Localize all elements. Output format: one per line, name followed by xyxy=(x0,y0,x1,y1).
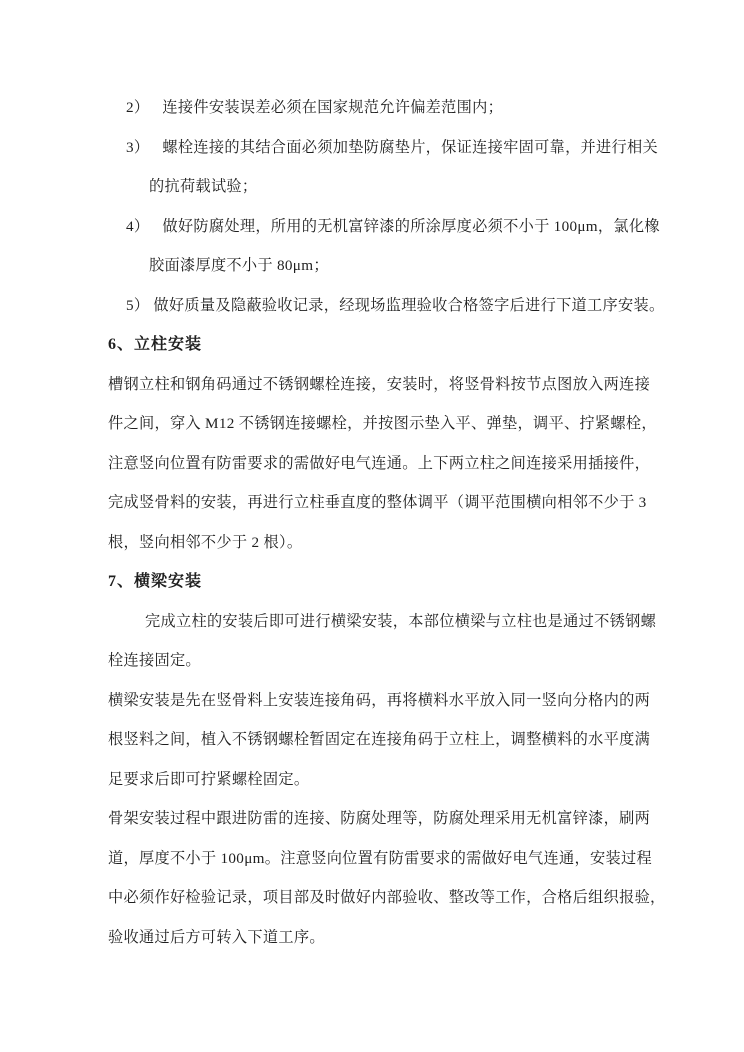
document-content xyxy=(108,88,666,957)
section-6-paragraph-line: 件之间，穿入 M12 不锈钢连接螺栓，并按图示垫入平、弹垫，调平、拧紧螺栓， xyxy=(108,415,657,432)
list-item-4-text: 做好防腐处理，所用的无机富锌漆的所涂厚度必须不小于 100μm，氯化橡 xyxy=(162,217,660,235)
list-item-2 xyxy=(108,88,648,128)
section-7-heading: 7、横梁安装 xyxy=(108,573,203,590)
list-item-5-text: 做好质量及隐蔽验收记录，经现场监理验收合格签字后进行下道工序安装。 xyxy=(153,296,665,314)
section-7-paragraph-2-line: 根竖料之间，植入不锈钢螺栓暂固定在连接角码于立柱上，调整横料的水平度满 xyxy=(108,731,651,748)
list-item-2-marker: 2） xyxy=(126,99,150,116)
section-7-paragraph-3-line: 中必须作好检验记录，项目部及时做好内部验收、整改等工作，合格后组织报验， xyxy=(108,889,666,906)
list-item-4 xyxy=(108,207,660,247)
section-7-paragraph-3-line: 骨架安装过程中跟进防雷的连接、防腐处理等，防腐处理采用无机富锌漆，刷两 xyxy=(108,810,651,827)
list-item-5-marker: 5） xyxy=(126,296,150,314)
section-6-paragraph-line: 注意竖向位置有防雷要求的需做好电气连通。上下两立柱之间连接采用插接件， xyxy=(108,454,651,472)
list-item-3-marker: 3） xyxy=(126,138,150,156)
section-7-paragraph-1-line: 完成立柱的安装后即可进行横梁安装，本部位横梁与立柱也是通过不锈钢螺 xyxy=(145,612,657,630)
list-item-4-continuation: 胶面漆厚度不小于 80μm； xyxy=(149,257,329,274)
section-6-heading: 6、立柱安装 xyxy=(108,336,203,353)
section-6-paragraph-line: 根，竖向相邻不少于 2 根）。 xyxy=(108,533,303,551)
section-6-paragraph-line: 槽钢立柱和钢角码通过不锈钢螺栓连接，安装时，将竖骨料按节点图放入两连接 xyxy=(108,375,651,393)
section-6-paragraph-line: 完成竖骨料的安装，再进行立柱垂直度的整体调平（调平范围横向相邻不少于 3 xyxy=(108,494,647,511)
section-7-paragraph-1-line: 栓连接固定。 xyxy=(108,652,201,669)
list-item-3-text: 螺栓连接的其结合面必须加垫防腐垫片，保证连接牢固可靠，并进行相关 xyxy=(162,138,658,156)
list-item-4-marker: 4） xyxy=(126,217,150,235)
list-item-3-continuation: 的抗荷载试验； xyxy=(149,178,258,195)
list-item-5 xyxy=(108,286,665,326)
section-7-paragraph-2-line: 足要求后即可拧紧螺栓固定。 xyxy=(108,770,310,788)
section-7-paragraph-3-line: 道，厚度不小于 100μm。注意竖向位置有防雷要求的需做好电气连通，安装过程 xyxy=(108,849,652,867)
list-item-3 xyxy=(108,128,658,168)
section-7-paragraph-3-line: 验收通过后方可转入下道工序。 xyxy=(108,928,325,946)
section-7-paragraph-2-line: 横梁安装是先在竖骨料上安装连接角码，再将横料水平放入同一竖向分格内的两 xyxy=(108,691,651,709)
list-item-2-text: 连接件安装误差必须在国家规范允许偏差范围内； xyxy=(162,99,504,116)
